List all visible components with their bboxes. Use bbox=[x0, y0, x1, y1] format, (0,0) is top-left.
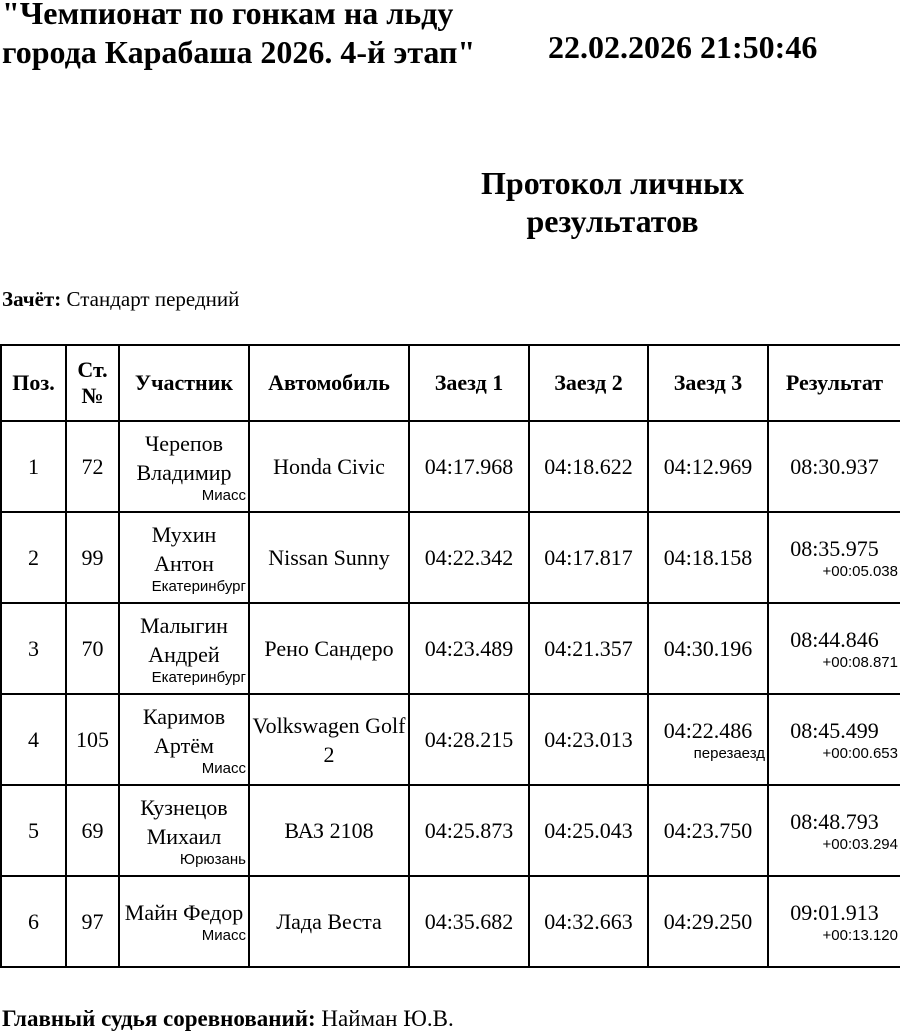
race-1-cell bbox=[409, 421, 529, 512]
participant-name: Черепов Владимир bbox=[136, 430, 232, 485]
participant-name: Каримов Артём bbox=[142, 703, 226, 758]
race-1-time: 04:23.489 bbox=[424, 636, 514, 661]
race-2-time: 04:32.663 bbox=[544, 909, 633, 934]
table-header-row bbox=[1, 345, 900, 421]
classification-line bbox=[2, 286, 239, 312]
table-row bbox=[1, 694, 900, 785]
start-number-cell bbox=[66, 421, 119, 512]
participant-name: Мухин Антон bbox=[151, 521, 217, 576]
race-1-time: 04:28.215 bbox=[424, 727, 514, 752]
participant-cell bbox=[119, 512, 249, 603]
start-number-cell bbox=[66, 876, 119, 967]
race-2-cell bbox=[529, 694, 648, 785]
race-3-cell bbox=[648, 694, 768, 785]
participant-cell bbox=[119, 694, 249, 785]
race-2-cell bbox=[529, 785, 648, 876]
start-number-value: 69 bbox=[81, 818, 104, 843]
result-cell bbox=[768, 421, 900, 512]
start-number-value: 70 bbox=[81, 636, 104, 661]
position-value: 3 bbox=[28, 636, 39, 661]
results-table bbox=[0, 344, 900, 968]
table-row bbox=[1, 512, 900, 603]
classification-label: Зачёт: bbox=[2, 287, 62, 311]
result-cell bbox=[768, 603, 900, 694]
participant-cell bbox=[119, 421, 249, 512]
race-2-cell bbox=[529, 603, 648, 694]
car-cell bbox=[249, 785, 409, 876]
classification-value: Стандарт передний bbox=[66, 287, 240, 311]
race-2-cell bbox=[529, 876, 648, 967]
result-time: 08:35.975 bbox=[790, 536, 879, 561]
car-cell bbox=[249, 421, 409, 512]
race-2-cell bbox=[529, 512, 648, 603]
position-cell bbox=[1, 785, 66, 876]
chief-judge-label: Главный судья соревнований: bbox=[2, 1006, 316, 1031]
car-cell bbox=[249, 876, 409, 967]
result-gap: +00:13.120 bbox=[822, 927, 898, 944]
participant-city: Миасс bbox=[201, 759, 246, 777]
car-name: ВАЗ 2108 bbox=[284, 818, 374, 843]
race-1-time: 04:22.342 bbox=[424, 545, 514, 570]
car-cell bbox=[249, 512, 409, 603]
car-cell bbox=[249, 603, 409, 694]
position-value: 2 bbox=[28, 545, 39, 570]
participant-name: Кузнецов Михаил bbox=[140, 794, 228, 849]
race-1-cell bbox=[409, 785, 529, 876]
car-name: Volkswagen Golf 2 bbox=[252, 712, 406, 767]
start-number-cell bbox=[66, 603, 119, 694]
race-3-time: 04:30.196 bbox=[663, 636, 753, 661]
position-value: 6 bbox=[28, 909, 39, 934]
car-cell bbox=[249, 694, 409, 785]
column-header-position: Поз. bbox=[1, 345, 66, 421]
race-2-time: 04:18.622 bbox=[544, 454, 633, 479]
participant-cell bbox=[119, 876, 249, 967]
result-cell bbox=[768, 876, 900, 967]
race-3-cell bbox=[648, 876, 768, 967]
race-2-time: 04:21.357 bbox=[544, 636, 633, 661]
race-1-time: 04:25.873 bbox=[424, 818, 514, 843]
race-3-time: 04:23.750 bbox=[663, 818, 753, 843]
race-2-time: 04:23.013 bbox=[544, 727, 633, 752]
table-row bbox=[1, 421, 900, 512]
position-cell bbox=[1, 603, 66, 694]
position-value: 1 bbox=[28, 454, 39, 479]
start-number-cell bbox=[66, 512, 119, 603]
start-number-cell bbox=[66, 694, 119, 785]
result-time: 08:44.846 bbox=[790, 627, 879, 652]
result-gap: +00:00.653 bbox=[822, 745, 898, 762]
car-name: Honda Civic bbox=[273, 454, 385, 479]
participant-cell bbox=[119, 785, 249, 876]
participant-name: Майн Федор bbox=[124, 900, 244, 925]
start-number-value: 97 bbox=[81, 909, 104, 934]
participant-cell bbox=[119, 603, 249, 694]
result-gap: +00:05.038 bbox=[822, 563, 898, 580]
position-value: 5 bbox=[28, 818, 39, 843]
result-time: 08:45.499 bbox=[790, 718, 879, 743]
results-body bbox=[1, 421, 900, 967]
column-header-car: Автомобиль bbox=[249, 345, 409, 421]
race-3-cell bbox=[648, 603, 768, 694]
chief-judge-name: Найман Ю.В. bbox=[321, 1006, 454, 1031]
column-header-race-1: Заезд 1 bbox=[409, 345, 529, 421]
result-gap: +00:08.871 bbox=[822, 654, 898, 671]
column-header-result: Результат bbox=[768, 345, 900, 421]
race-1-cell bbox=[409, 694, 529, 785]
participant-city: Екатеринбург bbox=[151, 668, 246, 686]
result-gap: +00:03.294 bbox=[822, 836, 898, 853]
result-cell bbox=[768, 694, 900, 785]
result-cell bbox=[768, 785, 900, 876]
participant-city: Юрюзань bbox=[179, 850, 246, 868]
car-name: Рено Сандеро bbox=[264, 636, 394, 661]
start-number-value: 105 bbox=[76, 727, 109, 752]
race-3-time: 04:29.250 bbox=[663, 909, 753, 934]
participant-city: Миасс bbox=[201, 486, 246, 504]
table-row bbox=[1, 603, 900, 694]
race-3-cell bbox=[648, 512, 768, 603]
race-1-time: 04:17.968 bbox=[424, 454, 514, 479]
position-cell bbox=[1, 694, 66, 785]
position-cell bbox=[1, 876, 66, 967]
participant-name: Малыгин Андрей bbox=[140, 612, 228, 667]
race-2-time: 04:17.817 bbox=[544, 545, 633, 570]
participant-city: Екатеринбург bbox=[151, 577, 246, 595]
race-1-cell bbox=[409, 512, 529, 603]
start-number-value: 99 bbox=[81, 545, 104, 570]
car-name: Nissan Sunny bbox=[268, 545, 390, 570]
race-1-time: 04:35.682 bbox=[424, 909, 514, 934]
position-cell bbox=[1, 421, 66, 512]
race-2-cell bbox=[529, 421, 648, 512]
chief-judge-line bbox=[2, 1005, 454, 1033]
race-3-cell bbox=[648, 785, 768, 876]
race-3-note: перезаезд bbox=[693, 745, 765, 762]
protocol-title: Протокол личных результатов bbox=[481, 165, 744, 239]
race-2-time: 04:25.043 bbox=[544, 818, 633, 843]
result-time: 09:01.913 bbox=[790, 900, 879, 925]
protocol-datetime: 22.02.2026 21:50:46 bbox=[548, 29, 818, 65]
column-header-race-2: Заезд 2 bbox=[529, 345, 648, 421]
start-number-value: 72 bbox=[81, 454, 104, 479]
table-row bbox=[1, 876, 900, 967]
event-title: "Чемпионат по гонкам на льду города Карабаша 2026. 4-й этап" bbox=[2, 0, 476, 70]
start-number-cell bbox=[66, 785, 119, 876]
position-value: 4 bbox=[28, 727, 39, 752]
race-3-cell bbox=[648, 421, 768, 512]
race-3-time: 04:18.158 bbox=[663, 545, 753, 570]
result-cell bbox=[768, 512, 900, 603]
race-3-time: 04:22.486 bbox=[663, 718, 753, 743]
car-name: Лада Веста bbox=[276, 909, 382, 934]
result-time: 08:30.937 bbox=[790, 454, 879, 479]
column-header-participant: Участник bbox=[119, 345, 249, 421]
column-header-start-number: Ст. № bbox=[66, 345, 119, 421]
race-1-cell bbox=[409, 876, 529, 967]
race-3-time: 04:12.969 bbox=[663, 454, 753, 479]
result-time: 08:48.793 bbox=[790, 809, 879, 834]
position-cell bbox=[1, 512, 66, 603]
race-1-cell bbox=[409, 603, 529, 694]
table-row bbox=[1, 785, 900, 876]
participant-city: Миасс bbox=[201, 927, 246, 944]
column-header-race-3: Заезд 3 bbox=[648, 345, 768, 421]
